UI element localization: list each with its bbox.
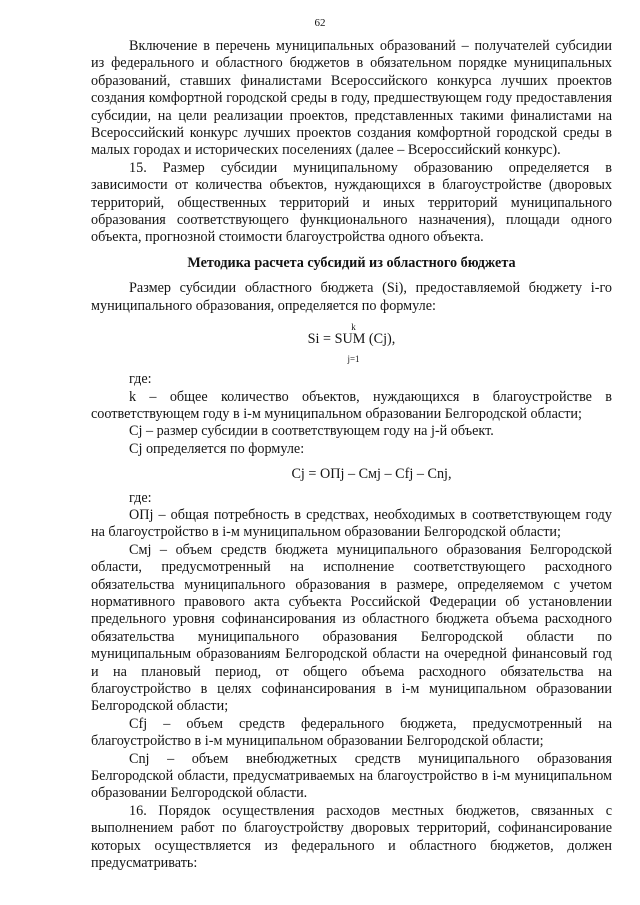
formula-si-lower-limit: j=1	[347, 354, 360, 365]
definition-cfj: Cfj – объем средств федерального бюджета, предусмотренный на благоустройство в i-м муниципальном образовании Белгородской области;	[91, 715, 612, 750]
where-label-1: где:	[129, 371, 152, 388]
paragraph-15: 15. Размер субсидии муниципальному образованию определяется в зависимости от количества объектов, нуждающихся в благоустройстве (дворовых территорий, общественных территорий и иных территорий муниципального образования соответствующего функционального назначения), площади одного объекта, прогнозной стоимости благоустройства одного объекта.	[91, 159, 612, 246]
section-heading: Методика расчета субсидий из областного бюджета	[187, 254, 516, 271]
formula-si-expression: Si = SUM (Cj),	[307, 331, 396, 348]
formula-si	[91, 319, 612, 371]
page-number: 62	[314, 17, 326, 29]
paragraph-16: 16. Порядок осуществления расходов местных бюджетов, связанных с выполнением работ по благоустройству дворовых территорий, софинансирование которых осуществляется из федерального и областного бюджетов, должен предусматривать:	[91, 802, 612, 872]
definition-k: k – общее количество объектов, нуждающихся в благоустройстве в соответствующем году в i-м муниципальном образовании Белгородской области;	[91, 388, 612, 422]
definition-cmj: Cмj – объем средств бюджета муниципального образования Белгородской области, предусмотренный на исполнение соответствующего расходного обязательства муниципального образования в размере, определяемом с учетом нормативного правового акта субъекта Российской Федерации об установлении предельного уровня софинансирования из областного бюджета объема расходного обязательства муниципального образования Белгородской области по муниципальным образованиям Белгородской области на очередной финансовый год и на плановый период, от общего объема расходного обязательства на благоустройство в целях софинансирования в i-м муниципальном образовании Белгородской области;	[91, 541, 612, 715]
paragraph-subsidy-size: Размер субсидии областного бюджета (Si), предоставляемой бюджету i-го муниципального образования, определяется по формуле:	[91, 280, 612, 314]
formula-cj: Cj = ОПj – Cмj – Cfj – Cnj,	[291, 466, 452, 483]
formula-si-upper-limit: k	[351, 322, 356, 333]
definition-cnj: Cnj – объем внебюджетных средств муниципального образования Белгородской области, предусматриваемых на благоустройство в i-м муниципальном образовании Белгородской области.	[91, 750, 612, 802]
cj-formula-intro: Cj определяется по формуле:	[129, 440, 305, 457]
paragraph-inclusion: Включение в перечень муниципальных образований – получателей субсидии из федерального и областного бюджетов в обязательном порядке муниципальных образований, ставших финалистами Всероссийского конкурса лучших проектов создания комфортной городской среды в году, предшествующем году предоставления субсидии, на цели реализации проектов, представленных такими финалистами на Всероссийский конкурс лучших проектов создания комфортной городской среды в малых городах и исторических поселениях (далее – Всероссийский конкурс).	[91, 38, 612, 159]
document-body	[91, 38, 612, 872]
definition-opj: ОПj – общая потребность в средствах, необходимых в соответствующем году на благоустройство в i-м муниципальном образовании Белгородской области;	[91, 506, 612, 541]
where-label-2: где:	[129, 489, 152, 506]
definition-cj: Cj – размер субсидии в соответствующем году на j-й объект.	[129, 423, 494, 440]
